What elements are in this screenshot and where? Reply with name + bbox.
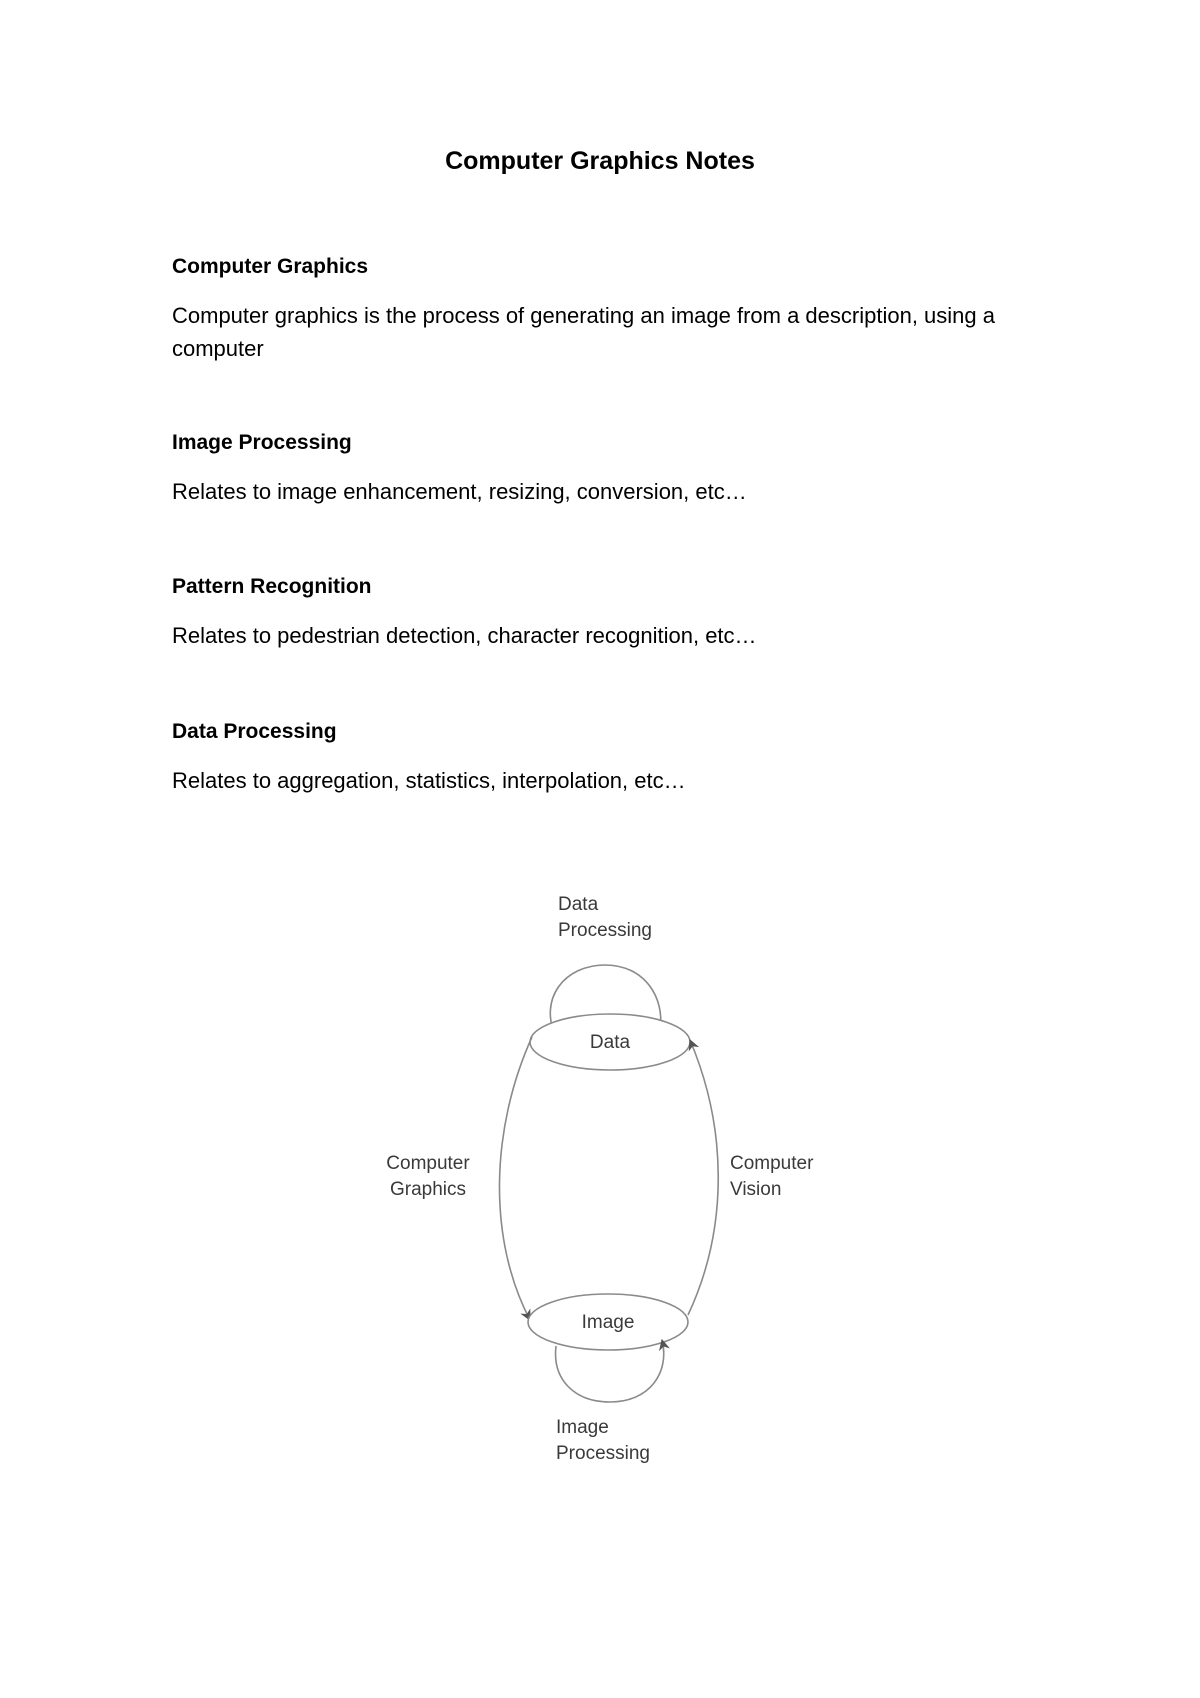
section-body: Relates to pedestrian detection, character recognition, etc…	[172, 623, 757, 648]
computer-vision-arrow	[688, 1040, 718, 1315]
section-heading: Data Processing	[172, 720, 337, 743]
data-processing-label-line1: Data	[558, 894, 599, 915]
section-data-processing	[172, 719, 1032, 797]
computer-graphics-label-line1: Computer	[386, 1153, 470, 1174]
computer-vision-label-line1: Computer	[730, 1153, 814, 1174]
section-body: Relates to aggregation, statistics, interpolation, etc…	[172, 768, 686, 793]
section-body: Computer graphics is the process of generating an image from a description, using a computer	[172, 303, 995, 361]
section-image-processing	[172, 430, 1032, 508]
section-heading: Computer Graphics	[172, 255, 369, 278]
image-node-label: Image	[581, 1312, 635, 1333]
data-node-label: Data	[589, 1032, 631, 1053]
computer-graphics-arrow	[499, 1037, 532, 1320]
graphics-vision-cycle-diagram	[360, 880, 840, 1470]
section-computer-graphics	[172, 254, 1032, 365]
section-heading: Pattern Recognition	[172, 575, 372, 598]
computer-vision-label-line2: Vision	[730, 1179, 782, 1200]
section-body: Relates to image enhancement, resizing, conversion, etc…	[172, 479, 747, 504]
image-processing-label-line1: Image	[556, 1417, 609, 1438]
computer-graphics-label-line2: Graphics	[389, 1179, 467, 1200]
image-processing-label-line2: Processing	[556, 1443, 650, 1464]
diagram-svg	[360, 880, 840, 1470]
section-heading: Image Processing	[172, 431, 352, 454]
section-pattern-recognition	[172, 574, 1032, 652]
page-title: Computer Graphics Notes	[445, 147, 755, 175]
data-processing-label-line2: Processing	[558, 920, 652, 941]
